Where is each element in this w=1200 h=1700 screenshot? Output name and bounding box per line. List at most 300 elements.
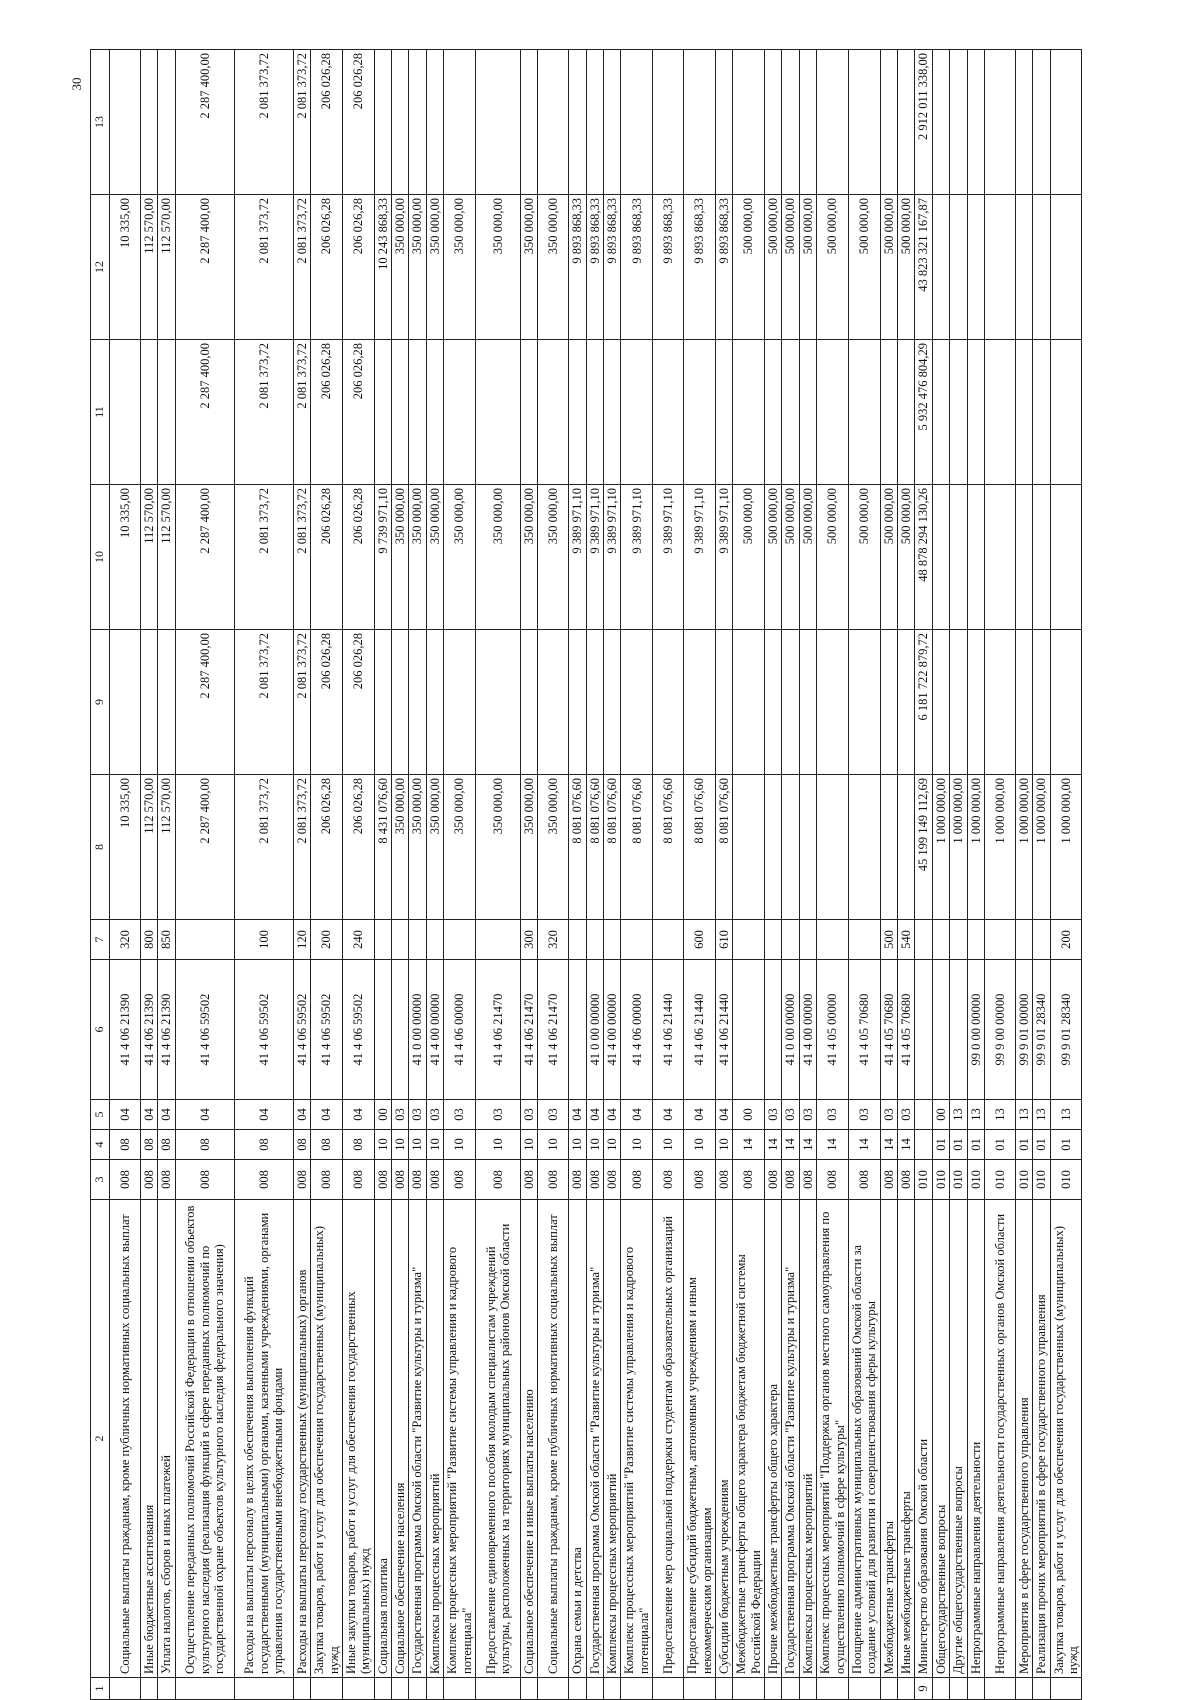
amount-cell [604, 630, 621, 775]
subsection-code-cell: 04 [141, 1100, 158, 1130]
amount-cell: 206 026,28 [342, 195, 374, 340]
row-number-cell [782, 1678, 799, 1700]
column-header: 1 [91, 1678, 110, 1700]
amount-cell [950, 630, 967, 775]
item-name-cell: Комплексы процессных мероприятий [799, 1200, 816, 1678]
amount-cell [932, 50, 949, 195]
section-code-cell: 01 [950, 1130, 967, 1160]
amount-cell [932, 630, 949, 775]
amount-cell: 500 000,00 [817, 195, 849, 340]
section-code-cell: 10 [586, 1130, 603, 1160]
admin-code-cell: 010 [1015, 1160, 1032, 1200]
row-number-cell [817, 1678, 849, 1700]
subsection-code-cell: 00 [374, 1100, 391, 1130]
admin-code-cell: 008 [586, 1160, 603, 1200]
row-number-cell [1033, 1678, 1050, 1700]
target-article-cell: 41 4 06 21390 [158, 960, 175, 1100]
amount-cell: 43 823 321 167,87 [915, 195, 932, 340]
table-row [175, 50, 234, 1700]
amount-cell [799, 340, 816, 485]
item-name-cell: Поощрение административных муниципальных образований Омской области за создание условий для развития и совершенствования сферы культуры [848, 1200, 880, 1678]
amount-cell: 9 389 971,10 [715, 485, 732, 630]
table-row [932, 50, 949, 1700]
table-row [967, 50, 984, 1700]
row-number-cell [110, 1678, 141, 1700]
amount-cell [950, 195, 967, 340]
subsection-code-cell: 03 [817, 1100, 849, 1130]
section-code-cell: 14 [817, 1130, 849, 1160]
section-code-cell: 10 [392, 1130, 409, 1160]
target-article-cell [374, 960, 391, 1100]
row-number-cell [586, 1678, 603, 1700]
amount-cell [653, 340, 684, 485]
target-article-cell: 41 4 05 70680 [898, 960, 915, 1100]
amount-cell [586, 50, 603, 195]
admin-code-cell: 008 [684, 1160, 716, 1200]
amount-cell: 350 000,00 [538, 485, 569, 630]
expense-type-cell: 200 [1050, 920, 1082, 960]
subsection-code-cell: 00 [932, 1100, 949, 1130]
amount-cell: 8 081 076,60 [569, 775, 586, 920]
amount-cell [765, 50, 782, 195]
table-row [426, 50, 443, 1700]
amount-cell [950, 50, 967, 195]
amount-cell: 206 026,28 [311, 50, 343, 195]
row-number-cell [311, 1678, 343, 1700]
expense-type-cell [848, 920, 880, 960]
target-article-cell: 41 4 06 21440 [715, 960, 732, 1100]
admin-code-cell: 008 [621, 1160, 653, 1200]
admin-code-cell: 008 [426, 1160, 443, 1200]
target-article-cell [915, 960, 932, 1100]
admin-code-cell: 008 [538, 1160, 569, 1200]
section-code-cell: 14 [898, 1130, 915, 1160]
expense-type-cell: 610 [715, 920, 732, 960]
amount-cell [733, 775, 765, 920]
row-number-cell [520, 1678, 537, 1700]
row-number-cell [715, 1678, 732, 1700]
row-number-cell [444, 1678, 476, 1700]
column-header-row [91, 50, 110, 1700]
target-article-cell: 41 4 06 59502 [311, 960, 343, 1100]
item-name-cell: Межбюджетные трансферты общего характера бюджетам бюджетной системы Российской Федерации [733, 1200, 765, 1678]
row-number-cell [621, 1678, 653, 1700]
row-number-cell [409, 1678, 426, 1700]
amount-cell: 2 081 373,72 [293, 630, 310, 775]
admin-code-cell: 008 [175, 1160, 234, 1200]
amount-cell [984, 630, 1015, 775]
amount-cell [374, 50, 391, 195]
admin-code-cell: 008 [342, 1160, 374, 1200]
target-article-cell: 41 4 06 59502 [234, 960, 293, 1100]
admin-code-cell: 008 [880, 1160, 897, 1200]
admin-code-cell: 008 [715, 1160, 732, 1200]
target-article-cell: 41 4 05 70680 [848, 960, 880, 1100]
table-row [880, 50, 897, 1700]
amount-cell [158, 630, 175, 775]
item-name-cell: Осуществление переданных полномочий Российской Федерации в отношении объектов культурного наследия (реализация функций в сфере переданных полномочий по государственной охране объектов культурного наследия федерального значения) [175, 1200, 234, 1678]
amount-cell: 206 026,28 [342, 485, 374, 630]
amount-cell: 112 570,00 [158, 775, 175, 920]
amount-cell: 9 389 971,10 [569, 485, 586, 630]
subsection-code-cell: 04 [684, 1100, 716, 1130]
amount-cell [653, 50, 684, 195]
expense-type-cell: 540 [898, 920, 915, 960]
row-number-cell [1015, 1678, 1032, 1700]
subsection-code-cell: 04 [604, 1100, 621, 1130]
amount-cell [621, 630, 653, 775]
target-article-cell: 41 4 06 21390 [141, 960, 158, 1100]
amount-cell [782, 775, 799, 920]
amount-cell: 2 081 373,72 [293, 50, 310, 195]
amount-cell [799, 50, 816, 195]
expense-type-cell: 240 [342, 920, 374, 960]
expense-type-cell: 100 [234, 920, 293, 960]
item-name-cell: Иные межбюджетные трансферты [898, 1200, 915, 1678]
row-number-cell [342, 1678, 374, 1700]
amount-cell [880, 775, 897, 920]
subsection-code-cell: 13 [984, 1100, 1015, 1130]
amount-cell [110, 340, 141, 485]
row-number-cell [392, 1678, 409, 1700]
amount-cell: 9 893 868,33 [684, 195, 716, 340]
amount-cell [426, 630, 443, 775]
amount-cell: 500 000,00 [733, 485, 765, 630]
subsection-code-cell: 04 [311, 1100, 343, 1130]
admin-code-cell: 008 [293, 1160, 310, 1200]
table-row [586, 50, 603, 1700]
amount-cell [621, 340, 653, 485]
table-row [409, 50, 426, 1700]
expense-type-cell: 200 [311, 920, 343, 960]
row-number-cell [967, 1678, 984, 1700]
item-name-cell: Государственная программа Омской области "Развитие культуры и туризма" [782, 1200, 799, 1678]
admin-code-cell: 008 [158, 1160, 175, 1200]
target-article-cell [733, 960, 765, 1100]
amount-cell: 206 026,28 [342, 50, 374, 195]
target-article-cell: 41 4 06 21440 [653, 960, 684, 1100]
section-code-cell: 01 [932, 1130, 949, 1160]
amount-cell [984, 485, 1015, 630]
table-row [848, 50, 880, 1700]
amount-cell: 2 081 373,72 [293, 195, 310, 340]
section-code-cell: 10 [653, 1130, 684, 1160]
amount-cell: 2 081 373,72 [293, 775, 310, 920]
item-name-cell: Общегосударственные вопросы [932, 1200, 949, 1678]
section-code-cell: 08 [158, 1130, 175, 1160]
amount-cell: 206 026,28 [311, 340, 343, 485]
amount-cell: 2 287 400,00 [175, 340, 234, 485]
row-number-cell [950, 1678, 967, 1700]
amount-cell: 1 000 000,00 [1015, 775, 1032, 920]
amount-cell [817, 630, 849, 775]
row-number-cell [653, 1678, 684, 1700]
target-article-cell: 41 4 06 21390 [110, 960, 141, 1100]
amount-cell: 1 000 000,00 [984, 775, 1015, 920]
column-header: 12 [91, 195, 110, 340]
amount-cell: 2 287 400,00 [175, 485, 234, 630]
row-number-cell [141, 1678, 158, 1700]
row-number-cell [158, 1678, 175, 1700]
item-name-cell: Государственная программа Омской области "Развитие культуры и туризма" [409, 1200, 426, 1678]
amount-cell [715, 340, 732, 485]
item-name-cell: Уплата налогов, сборов и иных платежей [158, 1200, 175, 1678]
amount-cell [898, 50, 915, 195]
admin-code-cell: 008 [604, 1160, 621, 1200]
section-code-cell: 10 [621, 1130, 653, 1160]
amount-cell [684, 630, 716, 775]
amount-cell: 206 026,28 [311, 485, 343, 630]
target-article-cell: 41 4 05 70680 [880, 960, 897, 1100]
target-article-cell: 41 4 06 59502 [175, 960, 234, 1100]
section-code-cell: 01 [1050, 1130, 1082, 1160]
amount-cell: 350 000,00 [444, 485, 476, 630]
amount-cell [444, 50, 476, 195]
section-code-cell: 08 [234, 1130, 293, 1160]
row-number-cell [848, 1678, 880, 1700]
amount-cell: 350 000,00 [409, 775, 426, 920]
amount-cell: 500 000,00 [765, 485, 782, 630]
admin-code-cell: 008 [409, 1160, 426, 1200]
amount-cell: 350 000,00 [444, 775, 476, 920]
amount-cell: 9 893 868,33 [586, 195, 603, 340]
expense-type-cell [569, 920, 586, 960]
section-code-cell: 10 [444, 1130, 476, 1160]
expense-type-cell [817, 920, 849, 960]
amount-cell [110, 630, 141, 775]
column-header: 11 [91, 340, 110, 485]
expense-type-cell [409, 920, 426, 960]
subsection-code-cell: 03 [475, 1100, 520, 1130]
amount-cell [848, 775, 880, 920]
expense-type-cell: 300 [520, 920, 537, 960]
table-row [604, 50, 621, 1700]
table-row [538, 50, 569, 1700]
amount-cell: 206 026,28 [342, 630, 374, 775]
item-name-cell: Комплекс процессных мероприятий "Развитие системы управления и кадрового потенциала" [444, 1200, 476, 1678]
item-name-cell: Прочие межбюджетные трансферты общего характера [765, 1200, 782, 1678]
amount-cell: 112 570,00 [141, 485, 158, 630]
amount-cell [1015, 630, 1032, 775]
item-name-cell: Иные закупки товаров, работ и услуг для обеспечения государственных (муниципальных) нужд [342, 1200, 374, 1678]
amount-cell: 500 000,00 [898, 485, 915, 630]
amount-cell [684, 50, 716, 195]
amount-cell: 1 000 000,00 [950, 775, 967, 920]
item-name-cell: Другие общегосударственные вопросы [950, 1200, 967, 1678]
row-number-cell [984, 1678, 1015, 1700]
amount-cell [1050, 630, 1082, 775]
amount-cell [817, 50, 849, 195]
section-code-cell: 08 [311, 1130, 343, 1160]
amount-cell [950, 340, 967, 485]
subsection-code-cell: 04 [110, 1100, 141, 1130]
amount-cell: 350 000,00 [392, 195, 409, 340]
amount-cell [799, 630, 816, 775]
amount-cell [538, 50, 569, 195]
expense-type-cell [782, 920, 799, 960]
table-row [915, 50, 932, 1700]
table-row [799, 50, 816, 1700]
expense-type-cell: 500 [880, 920, 897, 960]
amount-cell: 112 570,00 [158, 195, 175, 340]
subsection-code-cell: 03 [520, 1100, 537, 1130]
amount-cell [1050, 485, 1082, 630]
table-row [392, 50, 409, 1700]
amount-cell [538, 340, 569, 485]
table-row [817, 50, 849, 1700]
amount-cell: 9 389 971,10 [604, 485, 621, 630]
amount-cell: 9 389 971,10 [621, 485, 653, 630]
section-code-cell: 01 [1015, 1130, 1032, 1160]
admin-code-cell: 008 [733, 1160, 765, 1200]
amount-cell [538, 630, 569, 775]
amount-cell [782, 340, 799, 485]
item-name-cell: Расходы на выплаты персоналу государственных (муниципальных) органов [293, 1200, 310, 1678]
amount-cell: 1 000 000,00 [932, 775, 949, 920]
amount-cell: 2 081 373,72 [234, 775, 293, 920]
amount-cell: 48 878 294 130,26 [915, 485, 932, 630]
subsection-code-cell: 04 [653, 1100, 684, 1130]
expense-type-cell [765, 920, 782, 960]
admin-code-cell: 008 [848, 1160, 880, 1200]
amount-cell: 8 431 076,60 [374, 775, 391, 920]
subsection-code-cell: 13 [950, 1100, 967, 1130]
amount-cell [426, 50, 443, 195]
target-article-cell: 41 4 00 00000 [799, 960, 816, 1100]
amount-cell: 500 000,00 [880, 485, 897, 630]
section-code-cell: 10 [475, 1130, 520, 1160]
item-name-cell: Социальные выплаты гражданам, кроме публичных нормативных социальных выплат [110, 1200, 141, 1678]
amount-cell: 206 026,28 [342, 340, 374, 485]
section-code-cell: 10 [374, 1130, 391, 1160]
section-code-cell: 10 [426, 1130, 443, 1160]
amount-cell: 2 081 373,72 [293, 340, 310, 485]
budget-table [90, 49, 1082, 1700]
row-number-cell [234, 1678, 293, 1700]
admin-code-cell: 008 [569, 1160, 586, 1200]
amount-cell [950, 485, 967, 630]
amount-cell: 350 000,00 [392, 485, 409, 630]
admin-code-cell: 008 [653, 1160, 684, 1200]
subsection-code-cell: 04 [569, 1100, 586, 1130]
table-row [520, 50, 537, 1700]
amount-cell [569, 630, 586, 775]
subsection-code-cell: 03 [392, 1100, 409, 1130]
item-name-cell: Межбюджетные трансферты [880, 1200, 897, 1678]
target-article-cell: 99 9 00 00000 [984, 960, 1015, 1100]
table-row [158, 50, 175, 1700]
target-article-cell: 41 4 06 21470 [520, 960, 537, 1100]
amount-cell: 500 000,00 [898, 195, 915, 340]
subsection-code-cell: 04 [175, 1100, 234, 1130]
column-header: 2 [91, 1200, 110, 1678]
expense-type-cell [984, 920, 1015, 960]
amount-cell: 2 287 400,00 [175, 630, 234, 775]
amount-cell [782, 630, 799, 775]
amount-cell: 2 287 400,00 [175, 50, 234, 195]
amount-cell: 45 199 149 112,69 [915, 775, 932, 920]
row-number-cell [426, 1678, 443, 1700]
amount-cell: 10 335,00 [110, 775, 141, 920]
amount-cell: 350 000,00 [520, 195, 537, 340]
amount-cell [141, 340, 158, 485]
amount-cell: 9 893 868,33 [569, 195, 586, 340]
amount-cell [848, 340, 880, 485]
amount-cell [409, 340, 426, 485]
table-row [950, 50, 967, 1700]
amount-cell: 2 912 011 338,00 [915, 50, 932, 195]
amount-cell [475, 340, 520, 485]
expense-type-cell: 600 [684, 920, 716, 960]
amount-cell [520, 340, 537, 485]
admin-code-cell: 008 [799, 1160, 816, 1200]
amount-cell [817, 775, 849, 920]
subsection-code-cell: 13 [1015, 1100, 1032, 1130]
target-article-cell: 41 4 06 00000 [621, 960, 653, 1100]
amount-cell [475, 50, 520, 195]
subsection-code-cell: 04 [293, 1100, 310, 1130]
column-header: 9 [91, 630, 110, 775]
expense-type-cell [915, 920, 932, 960]
target-article-cell: 99 0 00 00000 [967, 960, 984, 1100]
amount-cell [158, 50, 175, 195]
amount-cell: 112 570,00 [158, 485, 175, 630]
amount-cell [967, 485, 984, 630]
amount-cell: 8 081 076,60 [604, 775, 621, 920]
item-name-cell: Государственная программа Омской области "Развитие культуры и туризма" [586, 1200, 603, 1678]
amount-cell: 10 335,00 [110, 195, 141, 340]
section-code-cell: 10 [684, 1130, 716, 1160]
amount-cell: 500 000,00 [799, 195, 816, 340]
admin-code-cell: 008 [444, 1160, 476, 1200]
subsection-code-cell: 03 [765, 1100, 782, 1130]
target-article-cell [950, 960, 967, 1100]
amount-cell [409, 630, 426, 775]
subsection-code-cell: 13 [1033, 1100, 1050, 1130]
target-article-cell: 41 4 06 21470 [475, 960, 520, 1100]
amount-cell [1033, 485, 1050, 630]
amount-cell: 8 081 076,60 [653, 775, 684, 920]
amount-cell [426, 340, 443, 485]
section-code-cell: 14 [782, 1130, 799, 1160]
section-code-cell: 14 [848, 1130, 880, 1160]
column-header: 8 [91, 775, 110, 920]
rotated-table-container [90, 50, 1082, 1700]
amount-cell: 6 181 722 879,72 [915, 630, 932, 775]
table-row [342, 50, 374, 1700]
amount-cell [880, 630, 897, 775]
expense-type-cell [733, 920, 765, 960]
subsection-code-cell: 03 [409, 1100, 426, 1130]
amount-cell [984, 195, 1015, 340]
amount-cell [1015, 50, 1032, 195]
amount-cell [1015, 485, 1032, 630]
table-row [733, 50, 765, 1700]
amount-cell [880, 340, 897, 485]
subsection-code-cell: 04 [621, 1100, 653, 1130]
expense-type-cell [653, 920, 684, 960]
expense-type-cell [1015, 920, 1032, 960]
table-row [475, 50, 520, 1700]
amount-cell: 2 081 373,72 [234, 485, 293, 630]
column-header: 13 [91, 50, 110, 195]
amount-cell [586, 340, 603, 485]
section-code-cell: 01 [1033, 1130, 1050, 1160]
amount-cell: 1 000 000,00 [1050, 775, 1082, 920]
table-row [898, 50, 915, 1700]
amount-cell [621, 50, 653, 195]
amount-cell: 350 000,00 [538, 775, 569, 920]
